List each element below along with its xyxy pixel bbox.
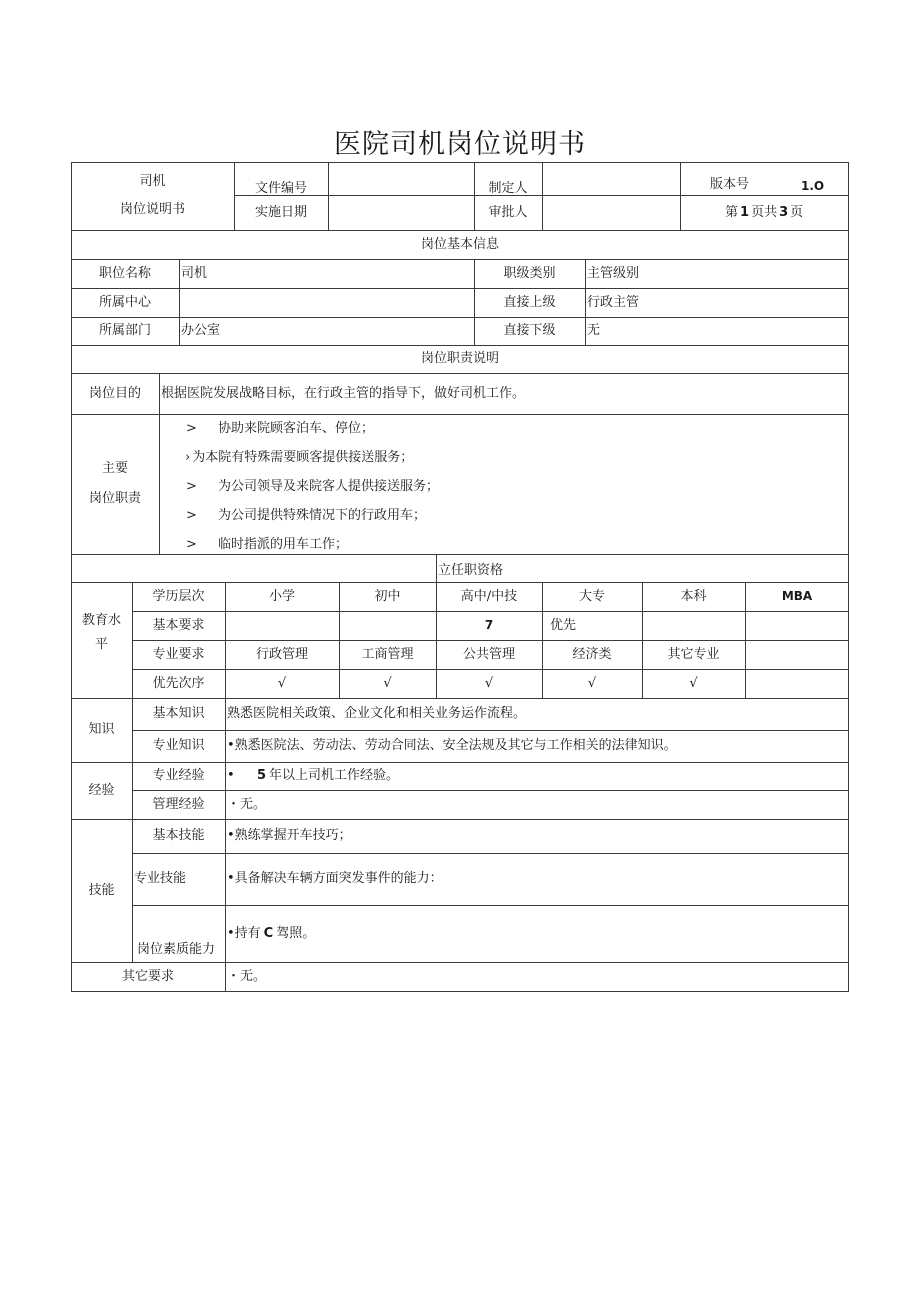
mgmt-experience-value: ・无。 (227, 796, 267, 812)
page-prefix: 第 (725, 204, 739, 220)
approver-value (542, 195, 680, 230)
level-cell: 大专 (578, 588, 605, 604)
duty-text: 为本院有特殊需要顾客提供接送服务； (192, 450, 414, 465)
basic-knowledge-value: 熟悉医院相关政策、企业文化和相关业务运作流程。 (227, 706, 527, 722)
duty-text: 为公司提供特殊情况下的行政用车； (218, 508, 427, 523)
job-title-line2: 岗位说明书 (119, 202, 185, 217)
main-duties-label-line1: 主要 (101, 461, 128, 477)
grade-label: 职级类别 (503, 265, 556, 281)
duty-text: 临时指派的用车工作； (218, 537, 349, 552)
page-current: 1 (740, 204, 750, 220)
department-value: 办公室 (181, 323, 221, 339)
duty-text: 协助来院顾客泊车、停位； (218, 421, 375, 436)
effective-date-value (328, 195, 474, 230)
duty-item (162, 533, 348, 552)
level-cell: 小学 (268, 588, 295, 604)
author-label: 制定人 (488, 181, 528, 197)
subordinate-label: 直接下级 (503, 323, 556, 339)
education-label-line1: 教育水 (81, 613, 121, 629)
page-total: 3 (779, 204, 789, 220)
quality-letter: C (263, 925, 274, 941)
duty-bullet: > (186, 421, 197, 436)
duty-item (162, 475, 439, 494)
version-value: 1.O (801, 179, 825, 193)
priority-cell (745, 669, 849, 698)
basic-skill-value: •熟练掌握开车技巧； (227, 828, 352, 844)
major-req-label: 专业要求 (152, 646, 205, 662)
duty-item (185, 446, 413, 465)
quality-suffix: 驾照。 (276, 925, 316, 941)
level-cell: 初中 (374, 588, 401, 604)
basic-knowledge-label: 基本知识 (152, 706, 205, 722)
department-label: 所属部门 (98, 323, 151, 339)
priority-cell: √ (277, 675, 287, 691)
other-requirements-label: 其它要求 (121, 968, 174, 984)
priority-cell: √ (587, 675, 597, 691)
skills-label: 技能 (88, 882, 115, 898)
version-label: 版本号 (710, 177, 750, 192)
main-duties-label-line2: 岗位职责 (88, 491, 141, 506)
file-no-value (328, 162, 474, 196)
section-duties: 岗位职责说明 (420, 351, 499, 367)
basic-req-cell: 优先 (550, 617, 577, 633)
major-cell: 工商管理 (361, 646, 414, 662)
basic-req-label: 基本要求 (152, 617, 205, 633)
knowledge-label: 知识 (88, 722, 115, 738)
superior-label: 直接上级 (503, 294, 556, 310)
page-title: 医院司机岗位说明书 (334, 129, 586, 160)
pro-skill-value: •具备解决车辆方面突发事件的能力： (227, 871, 443, 887)
duty-item (162, 417, 374, 436)
major-cell: 经济类 (572, 646, 612, 662)
grade-value: 主管级别 (587, 265, 640, 281)
page-mid: 页共 (751, 204, 778, 220)
quality-value (225, 905, 849, 962)
quality-prefix: •持有 (227, 925, 261, 941)
basic-req-cell (225, 611, 339, 640)
approver-label: 审批人 (488, 204, 528, 220)
rule (71, 414, 849, 415)
basic-skill-label: 基本技能 (152, 828, 205, 844)
page-suffix: 页 (790, 204, 804, 220)
duty-bullet: › (185, 450, 191, 465)
job-title-line1: 司机 (139, 174, 166, 190)
education-label (71, 582, 132, 698)
level-cell: MBA (781, 589, 813, 604)
quality-label: 岗位素质能力 (137, 942, 216, 958)
duty-item (162, 504, 426, 523)
other-requirements-value: ・无。 (227, 968, 267, 984)
subordinate-value: 无 (587, 323, 601, 339)
major-cell: 公共管理 (462, 646, 515, 662)
duty-bullet: > (186, 537, 197, 552)
section-basic-info: 岗位基本信息 (420, 236, 499, 252)
priority-cell: √ (689, 675, 698, 691)
effective-date-label: 实施日期 (254, 204, 307, 220)
basic-req-cell (745, 611, 849, 640)
priority-label: 优先次序 (152, 675, 205, 691)
pro-experience-years: 5 (257, 768, 267, 784)
mgmt-experience-label: 管理经验 (152, 796, 205, 812)
rule (71, 991, 849, 992)
priority-cell: √ (484, 675, 494, 691)
level-cell: 本科 (680, 588, 707, 604)
education-label-line2: 平 (94, 637, 108, 652)
duty-bullet: > (186, 508, 197, 523)
experience-label: 经验 (88, 782, 115, 798)
section-qualifications: 立任职资格 (438, 563, 504, 579)
position-name-label: 职位名称 (98, 265, 151, 281)
levels-label: 学历层次 (152, 588, 205, 604)
major-cell (745, 640, 849, 669)
major-cell: 其它专业 (667, 646, 720, 662)
center-label: 所属中心 (98, 294, 151, 310)
main-duties-label (71, 414, 159, 554)
job-description-table (71, 162, 849, 992)
job-title-cell (71, 162, 234, 230)
duty-text: 为公司领导及来院客人提供接送服务； (218, 479, 440, 494)
priority-cell: √ (383, 675, 392, 691)
file-no-label: 文件编号 (254, 181, 307, 197)
pro-knowledge-value: •熟悉医院法、劳动法、劳动合同法、安全法规及其它与工作相关的法律知识。 (227, 738, 677, 754)
center-value (179, 288, 474, 317)
superior-value: 行政主管 (587, 294, 640, 310)
pro-skill-label: 专业技能 (134, 871, 187, 887)
purpose-label: 岗位目的 (88, 385, 141, 401)
basic-req-cell (339, 611, 436, 640)
author-value (542, 162, 680, 196)
pro-experience-bullet: • (227, 768, 235, 784)
purpose-value: 根据医院发展战略目标，在行政主管的指导下，做好司机工作。 (161, 385, 526, 401)
pro-knowledge-label: 专业知识 (152, 738, 205, 754)
basic-req-cell: 7 (484, 618, 494, 633)
basic-req-cell (642, 611, 745, 640)
major-cell: 行政管理 (255, 646, 308, 662)
pro-experience-label: 专业经验 (152, 768, 205, 784)
level-cell: 高中/中技 (460, 588, 518, 604)
position-name-value: 司机 (181, 265, 208, 281)
page-indicator (680, 195, 849, 230)
pro-experience-text: 年以上司机工作经验。 (269, 768, 400, 784)
duty-bullet: > (186, 479, 197, 494)
pro-experience-value (225, 762, 849, 790)
